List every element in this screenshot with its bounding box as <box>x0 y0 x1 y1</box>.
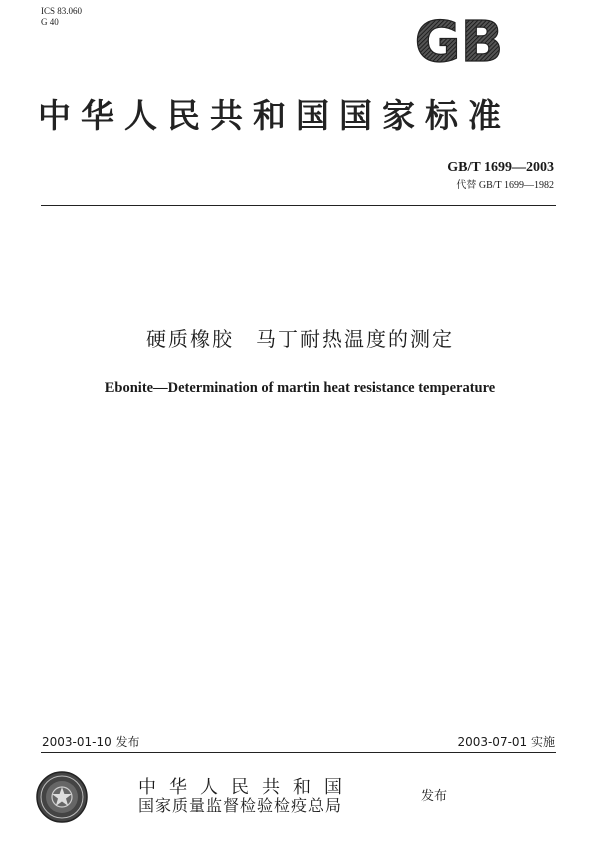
title-chinese: 硬质橡胶 马丁耐热温度的测定 <box>146 327 454 351</box>
publish-label: 发布 <box>421 789 448 804</box>
standard-number: GB/T 1699—2003 <box>447 160 554 175</box>
ccs-code: G 40 <box>41 17 59 27</box>
classification-codes <box>41 6 82 28</box>
national-seal-icon <box>35 770 89 824</box>
implementation-date: 2003-07-01 实施 <box>457 735 555 749</box>
issuer-agency: 国家质量监督检验检疫总局 <box>138 796 343 815</box>
replaces-standard: 代替 GB/T 1699—1982 <box>456 180 554 191</box>
gb-logo-icon <box>403 14 515 66</box>
divider-bottom <box>41 752 556 753</box>
ics-code: ICS 83.060 <box>41 6 83 16</box>
national-standard-title: 中华人民共和国国家标准 <box>38 96 511 135</box>
gb-logo-text: GB <box>414 14 504 66</box>
issue-date: 2003-01-10 发布 <box>42 735 140 749</box>
title-english: Ebonite—Determination of martin heat resistance temperature <box>104 380 496 396</box>
issuer-country: 中华人民共和国 <box>138 777 355 798</box>
divider-top <box>41 205 556 206</box>
